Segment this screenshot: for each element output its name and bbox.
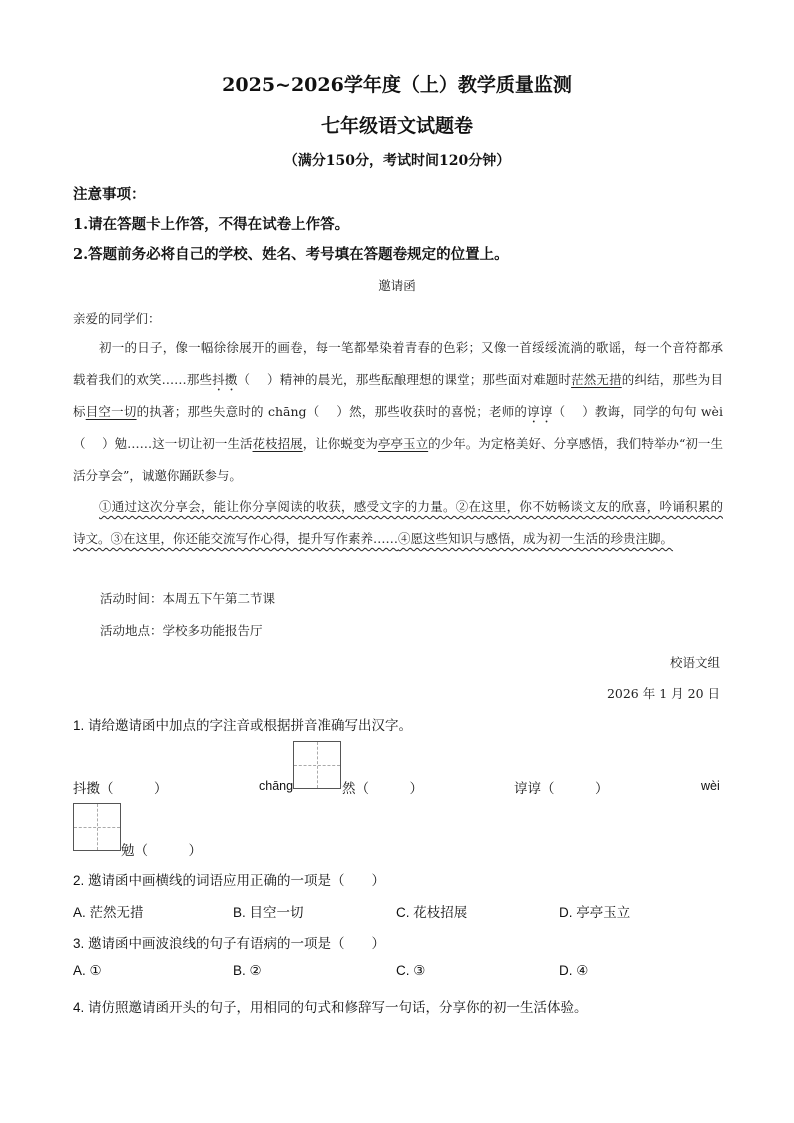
underlined-word: 亭亭玉立: [377, 436, 429, 451]
question-2: 2. 邀请函中画横线的词语应用正确的一项是（ ）: [73, 873, 386, 888]
letter-signature: 校语文组: [669, 655, 720, 670]
activity-place: 活动地点：学校多功能报告厅: [100, 623, 263, 638]
exam-subtitle: 七年级语文试题卷: [320, 115, 473, 137]
answer-box-d[interactable]: [73, 803, 121, 851]
q1-item-c: 谆谆（ ）: [514, 781, 609, 796]
notes-heading: 注意事项：: [73, 186, 146, 203]
q1-item-b: 然（ ）: [342, 781, 423, 796]
wavy-sentences: ①通过这次分享会，能让你分享阅读的收获，感受文字的力量。②在这里，你不妨畅谈文友的欣喜，吟诵积累的诗文。③在这里，你还能交流写作心得，提升写作素养……: [73, 499, 723, 546]
question-1: 1. 请给邀请函中加点的字注音或根据拼音准确写出汉字。: [73, 718, 413, 733]
q1-pinyin-d: wèi: [701, 779, 720, 793]
question-4: 4. 请仿照邀请函开头的句子，用相同的句式和修辞写一句话，分享你的初一生活体验。: [73, 1000, 588, 1015]
underlined-word: 茫然无措: [571, 372, 622, 387]
dotted-word: 谆谆: [527, 404, 553, 419]
text: 的纠结，那些为目标: [73, 372, 723, 419]
text: 的执著；那些失意时的 chāng（ ）然，那些收获时的喜悦；老师的: [136, 404, 528, 419]
q3-option-a[interactable]: A. ①: [73, 963, 102, 978]
underlined-word: 花枝招展: [252, 436, 303, 451]
letter-paragraph-1: [73, 332, 723, 492]
letter-title: 邀请函: [378, 278, 416, 293]
q3-option-c[interactable]: C. ③: [396, 963, 426, 978]
text: 初一的日子，像一幅徐徐展开的画卷，每一笔都晕染着青春的色彩；又像一首绥绥流淌的歌谣，每一个音符都承载着我们的欢笑……那些: [73, 340, 723, 387]
note-item: 2.答题前务必将自己的学校、姓名、考号填在答题卷规定的位置上。: [73, 246, 509, 263]
text: ，让你蜕变为: [302, 436, 378, 451]
q1-item-a: 抖擞（ ）: [73, 781, 168, 796]
q1-pinyin-b: chāng: [259, 779, 294, 793]
q1-item-d: 勉（ ）: [121, 843, 202, 858]
exam-title: 2025~2026学年度（上）教学质量监测: [222, 74, 572, 96]
q3-option-d[interactable]: D. ④: [559, 963, 589, 978]
text: （ ）教诲，同学的句句 wèi（ ）勉……这一切让初一生活: [73, 404, 723, 451]
text: （ ）精神的晨光，那些酝酿理想的课堂；那些面对难题时: [237, 372, 572, 387]
question-3: 3. 邀请函中画波浪线的句子有语病的一项是（ ）: [73, 936, 386, 951]
q2-option-a[interactable]: A. 茫然无措: [73, 905, 144, 920]
letter-greeting: 亲爱的同学们：: [73, 311, 161, 326]
q2-option-d[interactable]: D. 亭亭玉立: [559, 905, 631, 920]
underlined-word: 目空一切: [85, 404, 137, 419]
exam-info: （满分150分，考试时间120分钟）: [283, 153, 511, 169]
q2-option-b[interactable]: B. 目空一切: [233, 905, 304, 920]
text: 的少年。为定格美好、分享感悟，我们特举办“初一生活分享会”，诚邀你踊跃参与。: [73, 436, 723, 483]
wavy-sentence: ④愿这些知识与感悟，成为初一生活的珍贵注脚。: [398, 531, 674, 546]
letter-date: 2026 年 1 月 20 日: [606, 686, 720, 701]
dotted-word: 抖擞: [212, 372, 238, 387]
activity-time: 活动时间：本周五下午第二节课: [100, 591, 276, 606]
q2-option-c[interactable]: C. 花枝招展: [396, 905, 468, 920]
q3-option-b[interactable]: B. ②: [233, 963, 262, 978]
answer-box-b[interactable]: [293, 741, 341, 789]
note-item: 1.请在答题卡上作答，不得在试卷上作答。: [73, 216, 350, 233]
letter-paragraph-2: [73, 491, 723, 555]
